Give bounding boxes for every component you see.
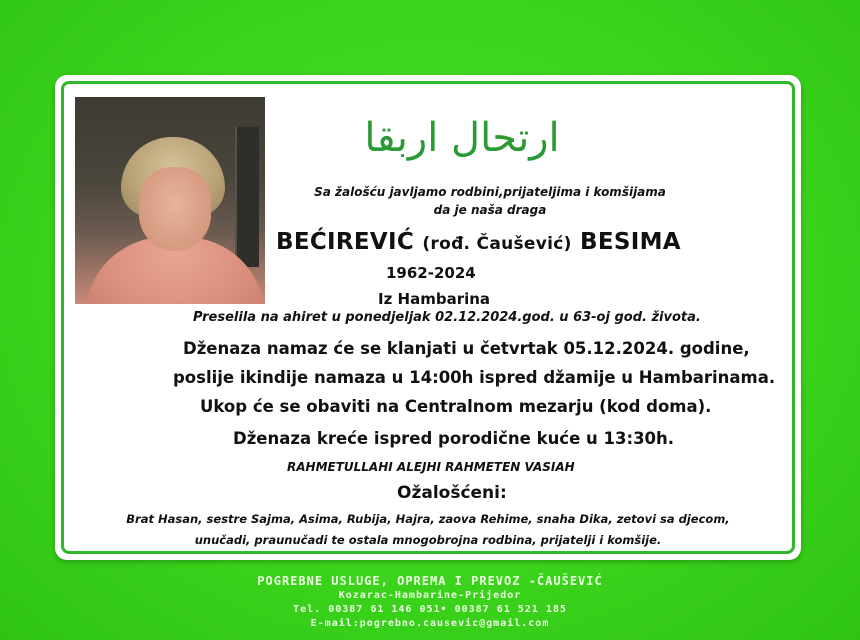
mourners-heading: Ožalošćeni: xyxy=(397,483,507,503)
death-notice-line: Preselila na ahiret u ponedjeljak 02.12.2024.god. u 63-oj god. života. xyxy=(193,310,701,325)
photo-background-door xyxy=(235,127,259,267)
intro-line-1: Sa žalošću javljamo rodbini,prijateljima i komšijama xyxy=(314,185,666,199)
portrait-photo xyxy=(75,97,265,304)
life-years: 1962-2024 xyxy=(386,264,476,282)
arabic-calligraphy xyxy=(347,101,577,171)
photo-face xyxy=(139,167,211,251)
mourners-line-2: unučadi, praunučadi te ostala mnogobrojna rodbina, prijatelji i komšije. xyxy=(194,533,662,547)
place-of-origin: Iz Hambarina xyxy=(378,290,491,308)
janazah-line-2: poslije ikindije namaza u 14:00h ispred džamije u Hambarinama. xyxy=(173,368,776,387)
intro-line-2: da je naša draga xyxy=(433,203,547,217)
obituary-card xyxy=(55,75,801,560)
footer-email: E-mail:pogrebno.causevic@gmail.com xyxy=(310,618,550,629)
surname: BEĆIREVIĆ xyxy=(276,229,415,255)
mourners-line-1: Brat Hasan, sestre Sajma, Asima, Rubija, Hajra, zaova Rehime, snaha Dika, zetovi sa djecom, xyxy=(126,512,730,526)
janazah-line-1: Dženaza namaz će se klanjati u četvrtak 05.12.2024. godine, xyxy=(183,339,750,358)
arabic-heading: ارتحال اربقا xyxy=(364,115,560,161)
prayer-line: RAHMETULLAHI ALEJHI RAHMETEN VASIAH xyxy=(287,460,575,474)
burial-line: Ukop će se obaviti na Centralnom mezarju (kod doma). xyxy=(200,397,712,416)
footer-location: Kozarac-Hambarine-Prijedor xyxy=(338,590,522,601)
maiden-name: (rođ. Čaušević) xyxy=(422,234,572,254)
footer-phones: Tel. 00387 61 146 051• 00387 61 521 185 xyxy=(293,604,567,615)
first-name: BESIMA xyxy=(580,229,681,255)
deceased-name xyxy=(276,229,681,255)
footer-company: POGREBNE USLUGE, OPREMA I PREVOZ -ČAUŠEVIĆ xyxy=(257,574,603,588)
departure-line: Dženaza kreće ispred porodične kuće u 13:30h. xyxy=(233,429,675,448)
